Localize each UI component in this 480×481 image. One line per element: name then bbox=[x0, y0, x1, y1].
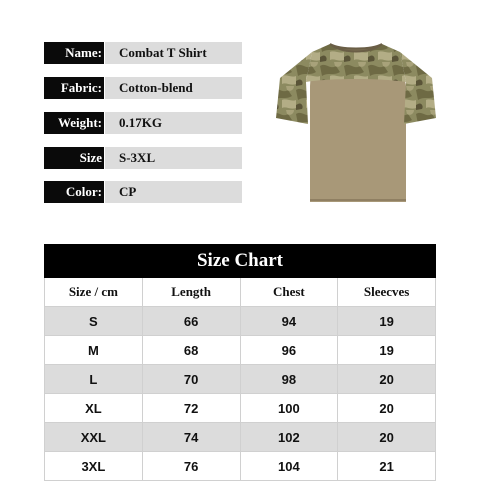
cell-sleeves: 20 bbox=[338, 394, 436, 423]
size-chart-table bbox=[44, 244, 436, 481]
cell-length: 70 bbox=[142, 365, 240, 394]
cell-sleeves: 19 bbox=[338, 307, 436, 336]
spec-value: Cotton-blend bbox=[105, 77, 242, 99]
cell-size: S bbox=[45, 307, 143, 336]
spec-row-weight bbox=[44, 112, 242, 134]
shirt-left-sleeve bbox=[276, 52, 312, 124]
cell-length: 72 bbox=[142, 394, 240, 423]
spec-label: Name: bbox=[44, 42, 104, 64]
cell-sleeves: 21 bbox=[338, 452, 436, 481]
column-header: Size / cm bbox=[45, 278, 143, 307]
cell-size: M bbox=[45, 336, 143, 365]
cell-chest: 104 bbox=[240, 452, 338, 481]
spec-label: Fabric: bbox=[44, 77, 104, 99]
cell-chest: 100 bbox=[240, 394, 338, 423]
table-row bbox=[45, 365, 436, 394]
product-image-tshirt bbox=[272, 38, 440, 206]
table-row bbox=[45, 394, 436, 423]
table-row bbox=[45, 423, 436, 452]
cell-chest: 102 bbox=[240, 423, 338, 452]
column-header: Length bbox=[142, 278, 240, 307]
spec-value: CP bbox=[105, 181, 242, 203]
spec-row-size bbox=[44, 147, 242, 169]
spec-label: Size bbox=[44, 147, 104, 169]
cell-size: XL bbox=[45, 394, 143, 423]
spec-row-fabric bbox=[44, 77, 242, 99]
spec-value: Combat T Shirt bbox=[105, 42, 242, 64]
spec-label: Color: bbox=[44, 181, 104, 203]
spec-value: 0.17KG bbox=[105, 112, 242, 134]
cell-chest: 94 bbox=[240, 307, 338, 336]
table-row bbox=[45, 336, 436, 365]
cell-size: L bbox=[45, 365, 143, 394]
spec-value: S-3XL bbox=[105, 147, 242, 169]
size-chart-header-row bbox=[45, 278, 436, 307]
cell-chest: 98 bbox=[240, 365, 338, 394]
cell-sleeves: 19 bbox=[338, 336, 436, 365]
spec-label: Weight: bbox=[44, 112, 104, 134]
cell-sleeves: 20 bbox=[338, 423, 436, 452]
cell-length: 66 bbox=[142, 307, 240, 336]
table-row bbox=[45, 452, 436, 481]
cell-size: XXL bbox=[45, 423, 143, 452]
cell-size: 3XL bbox=[45, 452, 143, 481]
spec-row-name bbox=[44, 42, 242, 64]
size-chart-title: Size Chart bbox=[45, 245, 436, 278]
cell-sleeves: 20 bbox=[338, 365, 436, 394]
table-row bbox=[45, 307, 436, 336]
cell-chest: 96 bbox=[240, 336, 338, 365]
column-header: Chest bbox=[240, 278, 338, 307]
cell-length: 74 bbox=[142, 423, 240, 452]
column-header: Sleecves bbox=[338, 278, 436, 307]
cell-length: 68 bbox=[142, 336, 240, 365]
spec-row-color bbox=[44, 181, 242, 203]
cell-length: 76 bbox=[142, 452, 240, 481]
